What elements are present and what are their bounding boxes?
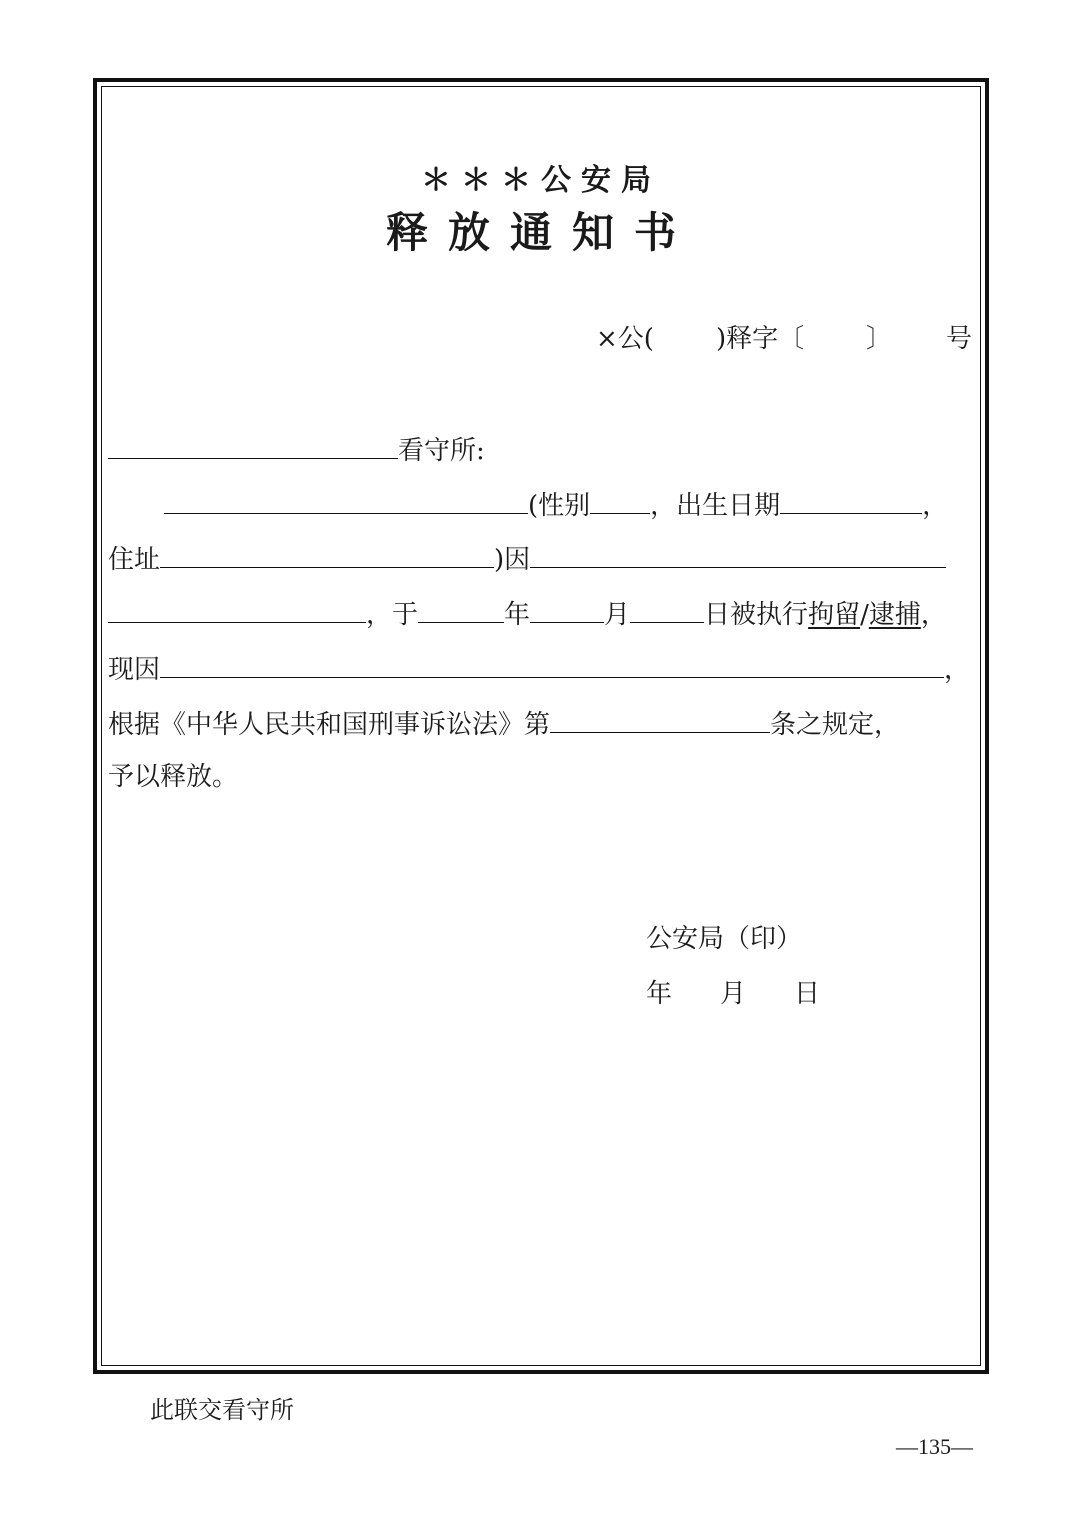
birth-date-label: ，出生日期 <box>650 491 781 521</box>
execution-line <box>108 596 947 632</box>
comma: ， <box>944 655 971 685</box>
issuing-authority: ＊＊＊公安局 <box>421 163 661 198</box>
detention-center-blank[interactable] <box>108 432 398 459</box>
copy-note: 此联交看守所 <box>150 1396 294 1424</box>
now-because-label: 现因 <box>108 655 161 685</box>
name-line <box>164 487 948 523</box>
seal-label: 公安局（印） <box>646 924 803 954</box>
document-title: 释放通知书 <box>385 208 696 257</box>
month-blank[interactable] <box>530 596 604 623</box>
signature-month: 月 <box>720 979 747 1009</box>
addressee-line <box>108 432 485 468</box>
release-statement: 予以释放。 <box>108 762 239 792</box>
on-label: ，于 <box>366 600 419 630</box>
article-rule-label: 条之规定， <box>770 710 901 740</box>
year-label: 年 <box>504 600 531 630</box>
article-number-blank[interactable] <box>550 706 770 733</box>
reason-continued-blank[interactable] <box>108 596 366 623</box>
day-blank[interactable] <box>630 596 704 623</box>
option-separator: / <box>860 600 869 630</box>
doc-number-close: 〕 <box>866 324 893 354</box>
legal-basis-line <box>108 706 900 742</box>
signature-year: 年 <box>646 979 673 1009</box>
year-blank[interactable] <box>418 596 504 623</box>
gender-label: (性别 <box>528 491 591 521</box>
gender-blank[interactable] <box>590 487 650 514</box>
day-executed-label: 日被执行 <box>704 600 809 630</box>
doc-number-prefix: ×公( <box>596 324 654 354</box>
release-reason-blank[interactable] <box>160 651 944 678</box>
arrest-option[interactable]: 逮捕 <box>868 600 921 630</box>
address-label: 住址 <box>108 545 161 575</box>
page-number: —135— <box>896 1434 973 1459</box>
legal-basis-label: 根据《中华人民共和国刑事诉讼法》第 <box>108 710 551 740</box>
signature-day: 日 <box>794 979 821 1009</box>
birth-date-blank[interactable] <box>780 487 922 514</box>
reason-blank[interactable] <box>530 541 946 568</box>
comma: ， <box>922 491 949 521</box>
because-label: )因 <box>494 545 531 575</box>
release-reason-line <box>108 651 970 687</box>
month-label: 月 <box>604 600 631 630</box>
address-line <box>108 541 946 577</box>
address-blank[interactable] <box>160 541 494 568</box>
addressee-suffix: 看守所: <box>398 436 485 466</box>
doc-number-suffix: 号 <box>946 324 973 354</box>
name-blank[interactable] <box>164 487 528 514</box>
doc-number-middle: )释字〔 <box>716 324 805 354</box>
detention-option[interactable]: 拘留 <box>808 600 861 630</box>
comma: ， <box>920 600 947 630</box>
